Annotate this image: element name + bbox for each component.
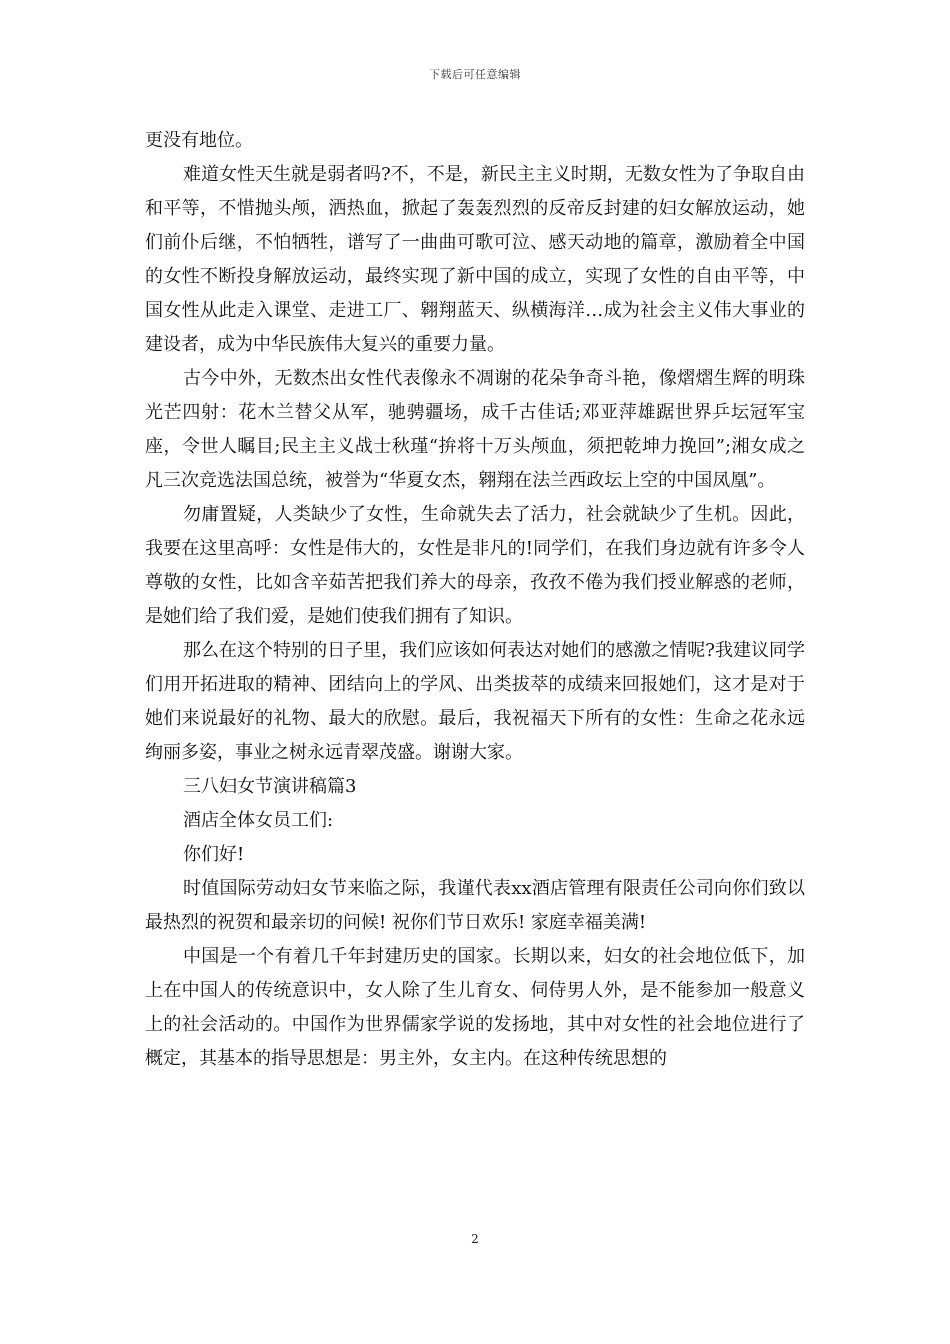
section-heading: 三八妇女节演讲稿篇3 [183,776,357,797]
paragraph: 古今中外，无数杰出女性代表像永不凋谢的花朵争奇斗艳，像熠熠生辉的明珠光芒四射：花木兰替父从军，驰骋疆场，成千古佳话;邓亚萍雄踞世界乒坛冠军宝座，令世人瞩目;民主主义战士秋瑾“拚将十万头颅血，须把乾坤力挽回”;湘女成之凡三次竞选法国总统，被誉为“华夏女杰，翱翔在法兰西政坛上空的中国凤凰”。 [145,368,805,491]
paragraph: 时值国际劳动妇女节来临之际，我谨代表xx酒店管理有限责任公司向你们致以最热烈的祝贺和最亲切的问候! 祝你们节日欢乐! 家庭幸福美满! [145,878,805,933]
paragraph: 那么在这个特别的日子里，我们应该如何表达对她们的感激之情呢?我建议同学们用开拓进取的精神、团结向上的学风、出类拔萃的成绩来回报她们，这才是对于她们来说最好的礼物、最大的欣慰。最后，我祝福天下所有的女性：生命之花永远绚丽多姿，事业之树永远青翠茂盛。谢谢大家。 [145,640,805,763]
paragraph: 勿庸置疑，人类缺少了女性，生命就失去了活力，社会就缺少了生机。因此，我要在这里高呼：女性是伟大的，女性是非凡的!同学们，在我们身边就有许多令人尊敬的女性，比如含辛茹苦把我们养大的母亲，孜孜不倦为我们授业解惑的老师，是她们给了我们爱，是她们使我们拥有了知识。 [145,504,805,627]
paragraph: 难道女性天生就是弱者吗?不，不是，新民主主义时期，无数女性为了争取自由和平等，不惜抛头颅，洒热血，掀起了轰轰烈烈的反帝反封建的妇女解放运动，她们前仆后继，不怕牺牲，谱写了一曲曲可歌可泣、感天动地的篇章，激励着全中国的女性不断投身解放运动，最终实现了新中国的成立，实现了女性的自由平等，中国女性从此走入课堂、走进工厂、翱翔蓝天、纵横海洋…成为社会主义伟大事业的建设者，成为中华民族伟大复兴的重要力量。 [145,164,805,355]
greeting: 你们好! [183,844,245,865]
paragraph: 中国是一个有着几千年封建历史的国家。长期以来，妇女的社会地位低下，加上在中国人的传统意识中，女人除了生儿育女、伺侍男人外，是不能参加一般意义上的社会活动的。中国作为世界儒家学说的发扬地，其中对女性的社会地位进行了概定，其基本的指导思想是：男主外，女主内。在这种传统思想的 [145,946,805,1069]
paragraph: 更没有地位。 [145,130,253,151]
document-body [145,124,805,1076]
page-header: 下载后可任意编辑 [429,68,521,81]
salutation: 酒店全体女员工们: [183,810,334,831]
page-number: 2 [471,1232,479,1246]
